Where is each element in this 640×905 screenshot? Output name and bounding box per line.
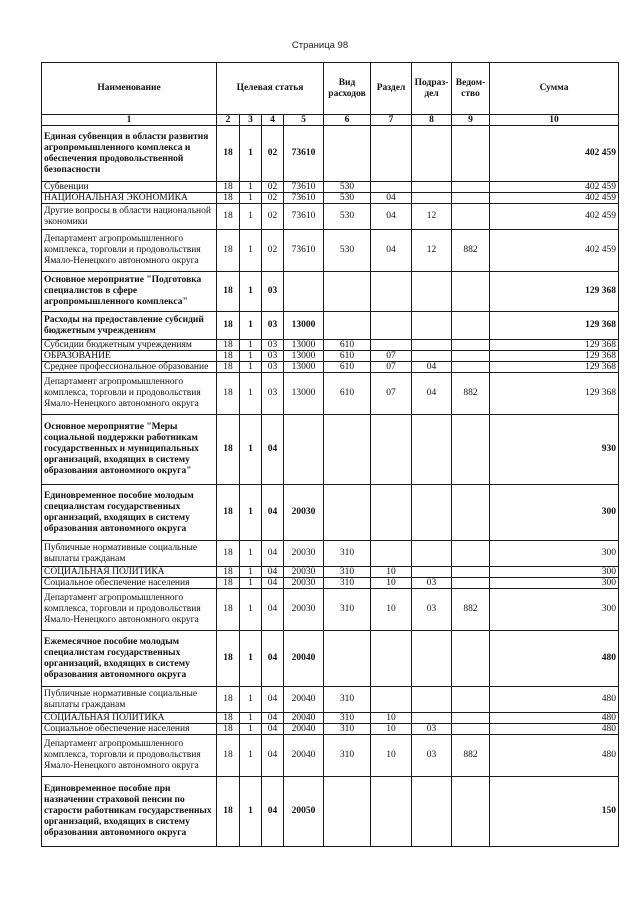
row-c6: 530 [324,182,371,193]
row-name: Среднее профессиональное образование [42,362,217,373]
column-number: 2 [217,115,240,126]
row-c6: 530 [324,230,371,272]
row-c2: 18 [217,230,240,272]
table-row [42,272,619,312]
table-row [42,589,619,631]
row-c5: 20040 [284,713,324,724]
row-c5: 73610 [284,182,324,193]
row-name: Социальное обеспечение населения [42,578,217,589]
row-name: Субвенции [42,182,217,193]
row-c6: 310 [324,578,371,589]
column-number: 5 [284,115,324,126]
row-c7 [371,182,412,193]
row-c2: 18 [217,567,240,578]
row-sum: 129 368 [490,362,619,373]
row-c4: 04 [262,578,284,589]
row-c3: 1 [240,230,262,272]
row-c8 [412,485,452,541]
table-row [42,312,619,340]
row-c7 [371,340,412,351]
row-c8: 04 [412,362,452,373]
row-c6 [324,485,371,541]
row-c6: 310 [324,541,371,567]
row-c9 [452,415,490,485]
table-row [42,340,619,351]
row-c6: 610 [324,351,371,362]
table-row [42,578,619,589]
row-c9 [452,567,490,578]
row-c8: 04 [412,373,452,415]
row-c2: 18 [217,373,240,415]
row-c7 [371,631,412,687]
row-c8 [412,193,452,204]
row-c5: 13000 [284,340,324,351]
row-c3: 1 [240,351,262,362]
row-c3: 1 [240,373,262,415]
row-c4: 04 [262,777,284,847]
row-c6: 310 [324,589,371,631]
row-c3: 1 [240,485,262,541]
row-c6 [324,126,371,182]
header-section: Раздел [371,63,412,115]
row-sum: 129 368 [490,351,619,362]
row-c5: 20040 [284,631,324,687]
row-sum: 300 [490,589,619,631]
row-c9 [452,204,490,230]
row-c3: 1 [240,182,262,193]
row-c5: 20030 [284,485,324,541]
row-c8: 03 [412,589,452,631]
row-c2: 18 [217,415,240,485]
row-c7: 04 [371,204,412,230]
row-name: Единовременное пособие при назначении страховой пенсии по старости работникам государственных организаций, входящих в систему образования автономного округа [42,777,217,847]
row-c8 [412,541,452,567]
row-sum: 480 [490,735,619,777]
column-number: 8 [412,115,452,126]
row-c9 [452,362,490,373]
row-name: Публичные нормативные социальные выплаты гражданам [42,687,217,713]
row-c5 [284,415,324,485]
table-row [42,687,619,713]
row-c6 [324,312,371,340]
row-c2: 18 [217,362,240,373]
row-c9 [452,541,490,567]
row-c6: 310 [324,567,371,578]
column-number: 3 [240,115,262,126]
row-c3: 1 [240,126,262,182]
row-c8 [412,312,452,340]
row-c7: 10 [371,589,412,631]
row-c5: 13000 [284,373,324,415]
row-c4: 02 [262,126,284,182]
column-number: 6 [324,115,371,126]
row-sum: 300 [490,541,619,567]
row-c3: 1 [240,272,262,312]
row-c9 [452,777,490,847]
row-c7: 10 [371,567,412,578]
row-sum: 402 459 [490,230,619,272]
row-c3: 1 [240,713,262,724]
row-c3: 1 [240,362,262,373]
row-c4: 03 [262,340,284,351]
row-c2: 18 [217,713,240,724]
row-c7 [371,312,412,340]
table-row [42,351,619,362]
row-c2: 18 [217,351,240,362]
row-c3: 1 [240,687,262,713]
row-c4: 03 [262,272,284,312]
row-c6 [324,631,371,687]
row-c5 [284,272,324,312]
row-c6: 530 [324,204,371,230]
row-sum: 402 459 [490,126,619,182]
row-c4: 04 [262,631,284,687]
row-c5: 20040 [284,687,324,713]
row-c9 [452,631,490,687]
row-c4: 02 [262,230,284,272]
row-c3: 1 [240,631,262,687]
row-c8 [412,713,452,724]
row-name: СОЦИАЛЬНАЯ ПОЛИТИКА [42,567,217,578]
row-sum: 150 [490,777,619,847]
row-c9: 882 [452,230,490,272]
row-c7: 10 [371,713,412,724]
row-c7 [371,485,412,541]
row-sum: 480 [490,724,619,735]
row-c9 [452,485,490,541]
row-sum: 930 [490,415,619,485]
row-c7: 10 [371,724,412,735]
table-row [42,631,619,687]
table-row [42,204,619,230]
row-c2: 18 [217,340,240,351]
row-c5: 20030 [284,589,324,631]
row-c3: 1 [240,312,262,340]
row-c9 [452,272,490,312]
row-c3: 1 [240,578,262,589]
row-c5: 13000 [284,312,324,340]
table-row [42,415,619,485]
header-target-article: Целевая статья [217,63,324,115]
row-c2: 18 [217,631,240,687]
row-c8 [412,272,452,312]
row-c9 [452,578,490,589]
row-c8 [412,126,452,182]
row-c4: 02 [262,204,284,230]
row-c7: 04 [371,193,412,204]
table-row [42,485,619,541]
row-c2: 18 [217,485,240,541]
row-c9 [452,351,490,362]
row-c7: 07 [371,373,412,415]
row-c5: 20040 [284,735,324,777]
row-c3: 1 [240,204,262,230]
row-c5: 20030 [284,567,324,578]
row-c3: 1 [240,415,262,485]
row-c8: 12 [412,204,452,230]
row-c7 [371,777,412,847]
row-c5: 73610 [284,230,324,272]
row-c3: 1 [240,541,262,567]
row-c8 [412,631,452,687]
row-c3: 1 [240,193,262,204]
row-c3: 1 [240,777,262,847]
row-c7: 07 [371,362,412,373]
row-c5: 73610 [284,204,324,230]
row-name: Субсидии бюджетным учреждениям [42,340,217,351]
row-c8 [412,687,452,713]
row-c9: 882 [452,589,490,631]
table-row [42,126,619,182]
row-c8 [412,351,452,362]
column-numbers-row [42,115,619,126]
row-c2: 18 [217,724,240,735]
row-c7 [371,541,412,567]
row-c9 [452,126,490,182]
row-c5: 73610 [284,193,324,204]
table-row [42,777,619,847]
row-sum: 129 368 [490,340,619,351]
row-c4: 04 [262,724,284,735]
row-c8: 12 [412,230,452,272]
row-c9: 882 [452,735,490,777]
row-c6 [324,272,371,312]
column-number: 4 [262,115,284,126]
row-c6: 530 [324,193,371,204]
header-subsection: Подраз-дел [412,63,452,115]
row-c6: 610 [324,362,371,373]
row-c5: 20050 [284,777,324,847]
table-row [42,724,619,735]
row-sum: 300 [490,578,619,589]
row-name: Департамент агропромышленного комплекса, торговли и продовольствия Ямало-Ненецкого автономного округа [42,589,217,631]
row-c3: 1 [240,735,262,777]
row-c9 [452,340,490,351]
row-c4: 02 [262,182,284,193]
row-c8 [412,415,452,485]
row-c2: 18 [217,589,240,631]
row-name: ОБРАЗОВАНИЕ [42,351,217,362]
header-expense-type: Вид расходов [324,63,371,115]
row-sum: 480 [490,687,619,713]
row-name: Департамент агропромышленного комплекса, торговли и продовольствия Ямало-Ненецкого автономного округа [42,735,217,777]
row-c2: 18 [217,578,240,589]
row-c4: 03 [262,362,284,373]
row-c3: 1 [240,589,262,631]
header-department: Ведом-ство [452,63,490,115]
table-row [42,230,619,272]
row-c6: 310 [324,687,371,713]
row-sum: 129 368 [490,373,619,415]
row-c6: 610 [324,373,371,415]
row-c8 [412,567,452,578]
row-c5: 20030 [284,541,324,567]
row-c7 [371,126,412,182]
header-sum: Сумма [490,63,619,115]
row-c2: 18 [217,312,240,340]
column-number: 1 [42,115,217,126]
row-c4: 03 [262,351,284,362]
row-c4: 04 [262,567,284,578]
row-c7 [371,687,412,713]
row-c2: 18 [217,126,240,182]
row-c6: 310 [324,735,371,777]
row-c5: 20030 [284,578,324,589]
row-c9 [452,193,490,204]
row-c8 [412,182,452,193]
row-c2: 18 [217,272,240,312]
row-sum: 129 368 [490,312,619,340]
row-c9: 882 [452,373,490,415]
row-c2: 18 [217,687,240,713]
row-c7: 10 [371,578,412,589]
row-c9 [452,724,490,735]
row-c5: 13000 [284,351,324,362]
row-c2: 18 [217,182,240,193]
row-c9 [452,687,490,713]
row-c6 [324,777,371,847]
row-sum: 402 459 [490,182,619,193]
row-name: Публичные нормативные социальные выплаты гражданам [42,541,217,567]
row-c8: 03 [412,724,452,735]
row-c4: 04 [262,687,284,713]
row-sum: 300 [490,485,619,541]
row-sum: 402 459 [490,204,619,230]
row-c4: 04 [262,713,284,724]
row-c7 [371,272,412,312]
row-name: Основное мероприятие "Подготовка специалистов в сфере агропромышленного комплекса" [42,272,217,312]
row-c4: 04 [262,735,284,777]
row-sum: 300 [490,567,619,578]
table-row [42,373,619,415]
row-c6: 610 [324,340,371,351]
row-c3: 1 [240,340,262,351]
row-c2: 18 [217,777,240,847]
row-c2: 18 [217,193,240,204]
table-row [42,182,619,193]
row-sum: 402 459 [490,193,619,204]
row-c5: 13000 [284,362,324,373]
table-row [42,541,619,567]
row-name: Расходы на предоставление субсидий бюджетным учреждениям [42,312,217,340]
column-number: 7 [371,115,412,126]
table-row [42,713,619,724]
row-c2: 18 [217,204,240,230]
row-name: Другие вопросы в области национальной экономики [42,204,217,230]
table-row [42,735,619,777]
row-c9 [452,182,490,193]
header-name: Наименование [42,63,217,115]
row-c4: 04 [262,485,284,541]
row-name: Ежемесячное пособие молодым специалистам государственных организаций, входящих в систему образования автономного округа [42,631,217,687]
row-c7: 10 [371,735,412,777]
page-title: Страница 98 [291,40,349,51]
table-row [42,193,619,204]
row-c5: 20040 [284,724,324,735]
row-name: Департамент агропромышленного комплекса, торговли и продовольствия Ямало-Ненецкого автономного округа [42,230,217,272]
row-c7: 04 [371,230,412,272]
table-row [42,362,619,373]
row-c6 [324,415,371,485]
row-c8: 03 [412,578,452,589]
row-name: Единая субвенция в области развития агропромышленного комплекса и обеспечения продовольственной безопасности [42,126,217,182]
budget-table [41,62,619,847]
row-c4: 04 [262,415,284,485]
row-c4: 03 [262,312,284,340]
row-name: Единовременное пособие молодым специалистам государственных организаций, входящих в систему образования автономного округа [42,485,217,541]
row-c4: 04 [262,589,284,631]
row-c2: 18 [217,735,240,777]
row-sum: 129 368 [490,272,619,312]
row-name: Социальное обеспечение населения [42,724,217,735]
row-sum: 480 [490,713,619,724]
row-c7: 07 [371,351,412,362]
row-c6: 310 [324,713,371,724]
row-name: СОЦИАЛЬНАЯ ПОЛИТИКА [42,713,217,724]
row-c9 [452,312,490,340]
row-c8: 03 [412,735,452,777]
column-number: 9 [452,115,490,126]
row-c3: 1 [240,724,262,735]
row-name: Основное мероприятие "Меры социальной поддержки работникам государственных и муниципальных организаций, входящих в систему образования автономного округа" [42,415,217,485]
table-row [42,567,619,578]
row-c4: 04 [262,541,284,567]
column-number: 10 [490,115,619,126]
row-c5: 73610 [284,126,324,182]
row-name: НАЦИОНАЛЬНАЯ ЭКОНОМИКА [42,193,217,204]
row-sum: 480 [490,631,619,687]
row-c8 [412,340,452,351]
row-c3: 1 [240,567,262,578]
row-c4: 03 [262,373,284,415]
row-c9 [452,713,490,724]
row-c6: 310 [324,724,371,735]
row-c7 [371,415,412,485]
row-c2: 18 [217,541,240,567]
row-c4: 02 [262,193,284,204]
row-name: Департамент агропромышленного комплекса, торговли и продовольствия Ямало-Ненецкого автономного округа [42,373,217,415]
row-c8 [412,777,452,847]
